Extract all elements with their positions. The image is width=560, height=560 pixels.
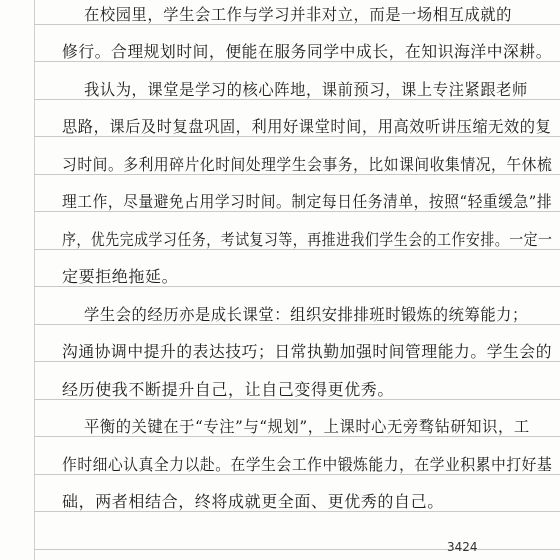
page-number: 3424	[447, 540, 478, 554]
ruled-line	[34, 211, 560, 212]
ruled-line	[34, 286, 560, 287]
ruled-line	[34, 324, 560, 325]
essay-line: 经历使我不断提升自己，让自己变得更优秀。	[62, 380, 395, 399]
essay-line: 学生会的经历亦是成长课堂：组织安排排班时锻炼的统筹能力；	[84, 305, 528, 324]
essay-line: 理工作，尽量避免占用学习时间。制定每日任务清单，按照“轻重缓急”排	[62, 192, 553, 211]
ruled-line	[34, 511, 560, 512]
essay-line: 础，两者相结合，终将成就更全面、更优秀的自己。	[62, 492, 444, 511]
ruled-line	[34, 361, 560, 362]
essay-line: 平衡的关键在于“专注”与“规划”，上课时心无旁骛钻研知识，工	[84, 417, 530, 436]
essay-line: 沟通协调中提升的表达技巧；日常执勤加强时间管理能力。学生会的	[62, 342, 553, 361]
ruled-line	[34, 549, 560, 550]
ruled-line	[34, 474, 560, 475]
ruled-line	[34, 24, 560, 25]
essay-line: 我认为，课堂是学习的核心阵地，课前预习，课上专注紧跟老师	[84, 80, 528, 99]
ruled-line	[34, 99, 560, 100]
ruled-line	[34, 61, 560, 62]
ruled-line	[34, 436, 560, 437]
ruled-line	[34, 399, 560, 400]
essay-line: 在校园里，学生会工作与学习并非对立，而是一场相互成就的	[84, 5, 513, 24]
ruled-line	[34, 249, 560, 250]
essay-line: 作时细心认真全力以赴。在学生会工作中锻炼能力，在学业积累中打好基	[62, 455, 553, 474]
ruled-line	[34, 174, 560, 175]
essay-line: 序，优先完成学习任务，考试复习等，再推进我们学生会的工作安排。一定一	[62, 230, 553, 249]
essay-line: 习时间。多利用碎片化时间处理学生会事务，比如课间收集情况，午休梳	[62, 155, 553, 174]
essay-line: 定要拒绝拖延。	[62, 267, 179, 286]
margin-line	[34, 0, 35, 560]
ruled-line	[34, 136, 560, 137]
essay-line: 思路，课后及时复盘巩固，利用好课堂时间，用高效听讲压缩无效的复	[62, 117, 552, 136]
essay-line: 修行。合理规划时间，便能在服务同学中成长，在知识海洋中深耕。	[62, 42, 553, 61]
